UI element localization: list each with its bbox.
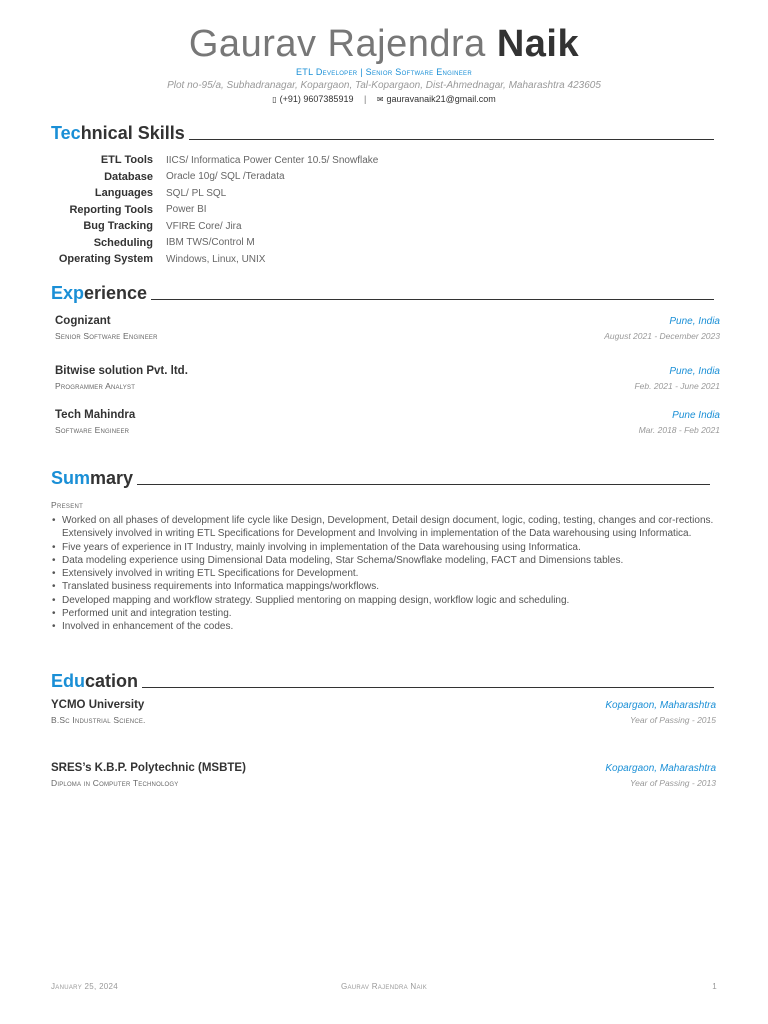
list-item: • Worked on all phases of development life cycle like Design, Development, Detail design document, logic, coding, testing, changes and cor-rections. Extensively involved in writing ETL Specifications for Development and Involving in implementation of the Data warehousing using Informatica. bbox=[51, 514, 719, 541]
role: B.Sc Industrial Science. bbox=[51, 715, 146, 725]
last-name: Naik bbox=[496, 23, 580, 65]
contact-line bbox=[0, 94, 768, 104]
skill-row bbox=[51, 202, 711, 219]
skill-key: Reporting Tools bbox=[69, 203, 153, 216]
skill-row bbox=[51, 152, 711, 169]
list-item: • Extensively involved in writing ETL Specifications for Development. bbox=[51, 567, 719, 580]
summary-block bbox=[51, 500, 719, 634]
skill-row bbox=[51, 251, 711, 268]
date-range: Year of Passing - 2015 bbox=[629, 715, 716, 725]
date-range: Mar. 2018 - Feb 2021 bbox=[638, 425, 720, 435]
role: Software Engineer bbox=[55, 425, 130, 435]
section-rest: cation bbox=[85, 671, 139, 691]
date-range: Year of Passing - 2013 bbox=[629, 778, 716, 788]
skills-table bbox=[51, 152, 711, 268]
organization: Cognizant bbox=[55, 315, 111, 327]
section-rest: mary bbox=[90, 468, 134, 488]
skill-key: ETL Tools bbox=[100, 154, 153, 167]
section-rest: erience bbox=[84, 283, 148, 303]
section-title-experience bbox=[51, 283, 714, 303]
section-accent: Exp bbox=[51, 283, 85, 303]
skill-key: Operating System bbox=[58, 253, 153, 266]
section-accent: Sum bbox=[51, 468, 91, 488]
location: Pune India bbox=[672, 410, 720, 421]
section-rule bbox=[142, 687, 714, 688]
location: Kopargaon, Maharashtra bbox=[605, 700, 716, 711]
skill-key: Bug Tracking bbox=[83, 220, 153, 233]
location: Pune, India bbox=[669, 316, 720, 327]
role: Senior Software Engineer bbox=[55, 331, 158, 341]
footer-date: January 25, 2024 bbox=[51, 982, 119, 991]
page-footer bbox=[51, 982, 717, 991]
organization: SRES’s K.B.P. Polytechnic (MSBTE) bbox=[51, 762, 246, 774]
skill-value: Windows, Linux, UNIX bbox=[166, 253, 266, 265]
section-rule bbox=[137, 484, 710, 485]
skill-row bbox=[51, 169, 711, 186]
list-item: • Performed unit and integration testing. bbox=[51, 607, 719, 620]
section-title-technical-skills bbox=[51, 123, 714, 143]
skill-row bbox=[51, 185, 711, 202]
list-item: • Data modeling experience using Dimensional Data modeling, Star Schema/Snowflake modeling, FACT and Dimensions tables. bbox=[51, 554, 719, 567]
skill-row bbox=[51, 235, 711, 252]
footer-name: Gaurav Rajendra Naik bbox=[340, 982, 428, 991]
skill-value: IICS/ Informatica Power Center 10.5/ Snowflake bbox=[166, 154, 379, 166]
list-item: • Five years of experience in IT Industry, mainly involving in implementation of the Data warehousing using Informatica. bbox=[51, 541, 719, 554]
skill-key: Scheduling bbox=[93, 236, 153, 249]
first-names: Gaurav Rajendra bbox=[188, 23, 486, 65]
job-position: ETL Developer | Senior Software Engineer bbox=[296, 67, 472, 77]
role: Diploma in Computer Technology bbox=[51, 778, 179, 788]
list-item: • Developed mapping and workflow strategy. Supplied mentoring on mapping design, workflow logic and scheduling. bbox=[51, 594, 719, 607]
location: Pune, India bbox=[669, 366, 720, 377]
section-rule bbox=[151, 299, 714, 300]
skill-value: Power BI bbox=[166, 204, 207, 216]
education-entry bbox=[51, 699, 716, 725]
list-item: • Involved in enhancement of the codes. bbox=[51, 620, 719, 633]
experience-entry bbox=[55, 365, 720, 391]
skill-value: IBM TWS/Control M bbox=[166, 237, 255, 249]
education-entry bbox=[51, 762, 716, 788]
list-item: • Translated business requirements into Informatica mappings/workflows. bbox=[51, 580, 719, 593]
date-range: Feb. 2021 - June 2021 bbox=[634, 381, 720, 391]
mobile-phone-icon: ▯ bbox=[272, 95, 277, 104]
summary-list bbox=[51, 514, 719, 634]
role: Programmer Analyst bbox=[55, 381, 136, 391]
summary-label: Present bbox=[51, 500, 84, 510]
section-accent: Tec bbox=[51, 123, 81, 143]
date-range: August 2021 - December 2023 bbox=[604, 331, 720, 341]
experience-entry bbox=[55, 409, 720, 435]
envelope-icon: ✉ bbox=[376, 95, 384, 104]
skill-key: Languages bbox=[94, 187, 153, 200]
experience-entry bbox=[55, 315, 720, 341]
resume-header bbox=[0, 22, 768, 104]
section-rest: hnical Skills bbox=[80, 123, 185, 143]
section-title-education bbox=[51, 671, 714, 691]
email-link[interactable]: gauravanaik21@gmail.com bbox=[386, 94, 496, 104]
footer-page-number: 1 bbox=[712, 982, 717, 991]
skill-value: SQL/ PL SQL bbox=[166, 187, 227, 199]
section-title-summary bbox=[51, 468, 710, 488]
section-accent: Edu bbox=[51, 671, 85, 691]
location: Kopargaon, Maharashtra bbox=[605, 763, 716, 774]
skill-value: Oracle 10g/ SQL /Teradata bbox=[166, 171, 285, 183]
phone-number[interactable]: (+91) 9607385919 bbox=[279, 94, 354, 104]
full-name bbox=[0, 22, 768, 66]
skill-value: VFIRE Core/ Jira bbox=[166, 220, 242, 232]
section-rule bbox=[189, 139, 714, 140]
address: Plot no-95/a, Subhadranagar, Kopargaon, Tal-Kopargaon, Dist-Ahmednagar, Maharashtra 423605 bbox=[167, 80, 601, 91]
skill-key: Database bbox=[104, 170, 153, 183]
organization: Bitwise solution Pvt. ltd. bbox=[55, 365, 188, 377]
contact-separator: | bbox=[363, 94, 367, 104]
organization: YCMO University bbox=[51, 699, 145, 711]
skill-row bbox=[51, 218, 711, 235]
organization: Tech Mahindra bbox=[55, 409, 136, 421]
